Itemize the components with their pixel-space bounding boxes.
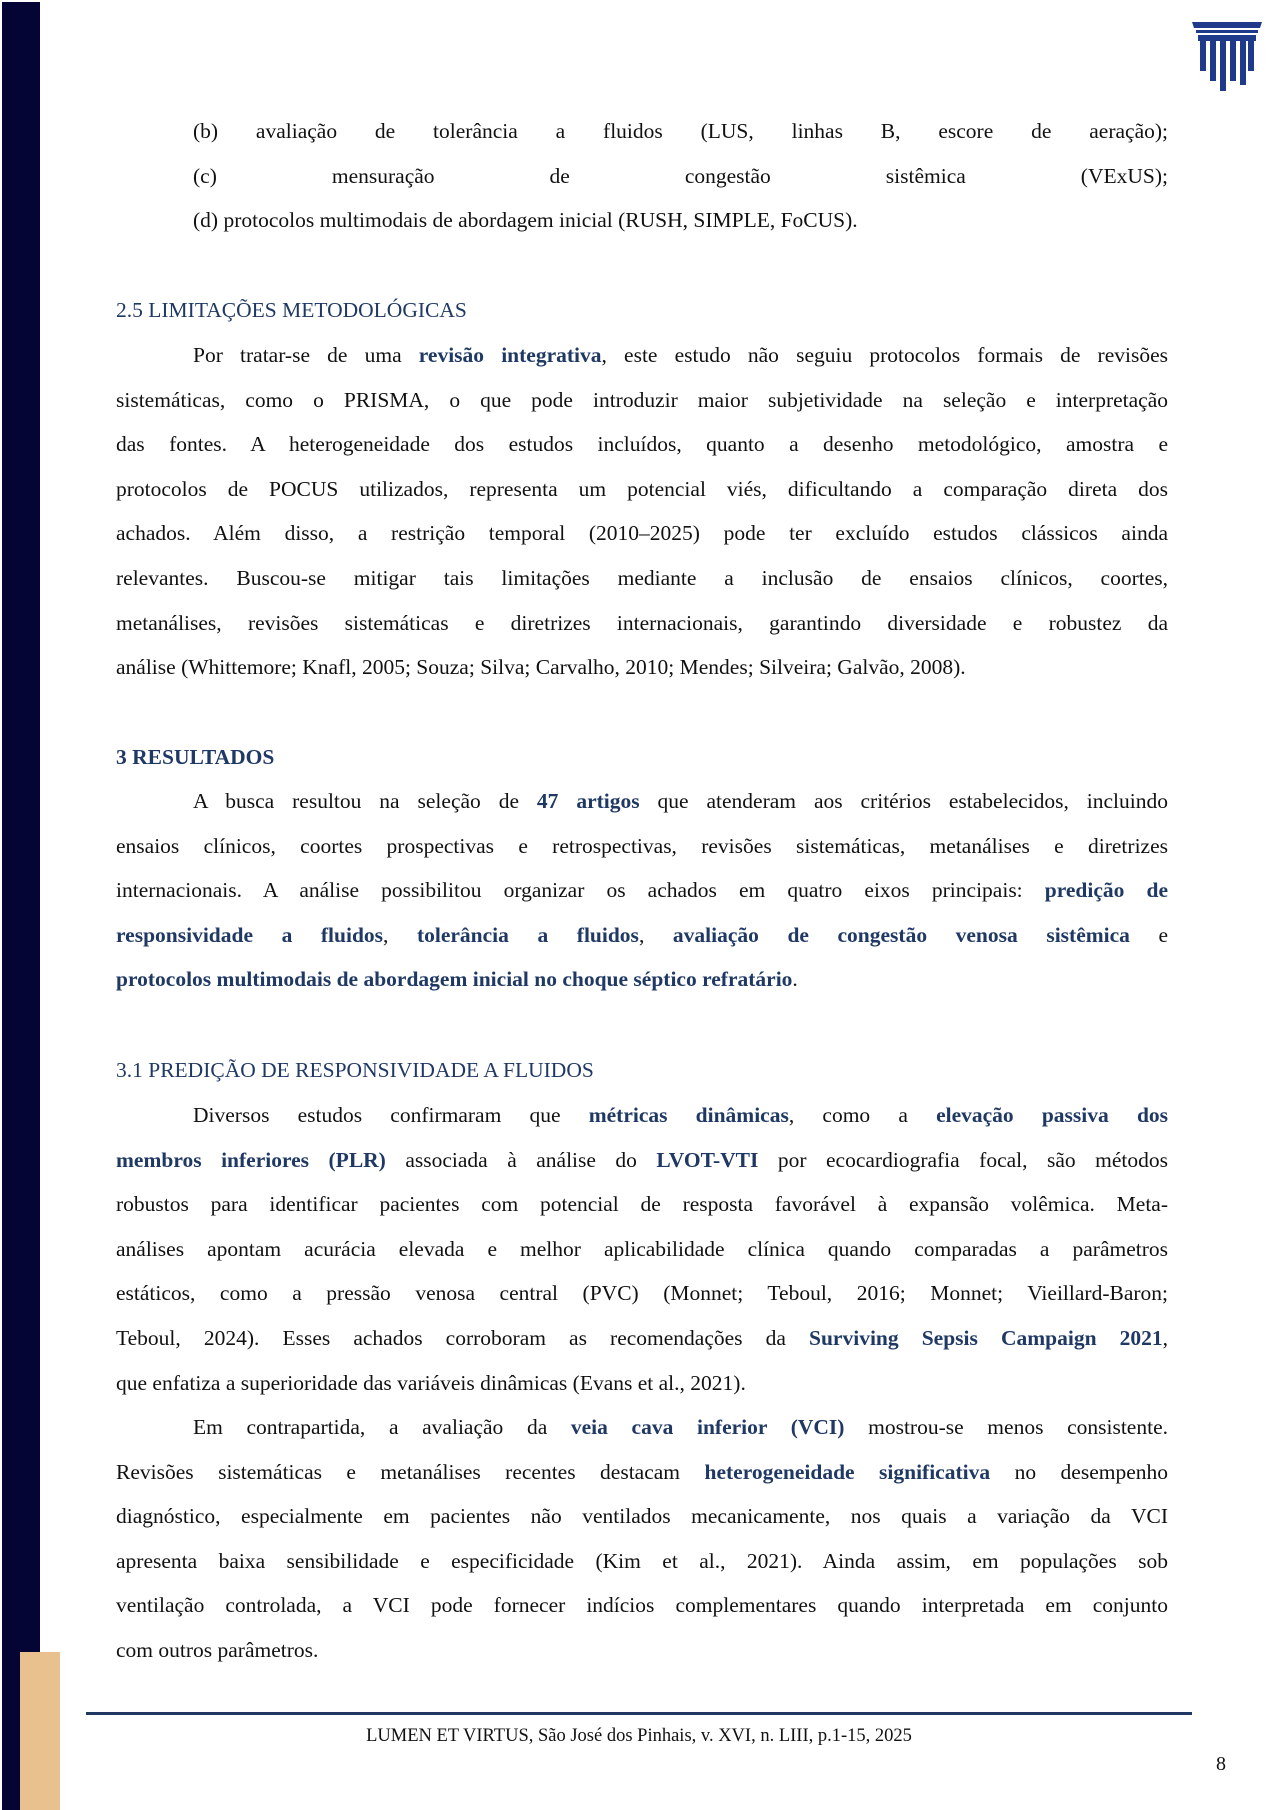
heading-2-5: 2.5 LIMITAÇÕES METODOLÓGICAS [116,298,467,322]
text-segment: protocolos de POCUS utilizados, representa um potencial viés, dificultando a comparação direta dos [116,476,1168,501]
text-line [116,832,1168,860]
text-line [193,1413,1168,1441]
highlighted-term: membros inferiores (PLR) [116,1147,386,1172]
text-line [116,1279,1168,1307]
highlighted-term: predição de [1044,878,1168,903]
text-segment: no desempenho [990,1459,1168,1484]
text-segment: ensaios clínicos, coortes prospectivas e retrospectivas, revisões sistemáticas, metanálises e diretrizes [116,833,1168,858]
highlighted-term: métricas dinâmicas [588,1103,789,1127]
text-line [116,386,1168,414]
text-line [116,653,1168,681]
text-segment: A busca resultou na seleção de [193,789,537,813]
text-line [116,921,1168,949]
highlighted-term: heterogeneidade significativa [704,1459,991,1484]
left-navy-border [2,2,40,1810]
text-segment: Teboul, 2024). Esses achados corroboram as recomendações da [116,1326,810,1350]
text-segment: metanálises, revisões sistemáticas e diretrizes internacionais, garantindo diversidade e robustez da [116,610,1168,635]
text-line [116,475,1168,503]
text-line [116,564,1168,592]
text-line [116,609,1168,637]
highlighted-term: avaliação de congestão venosa sistêmica [672,922,1130,947]
left-tan-accent [20,1652,60,1810]
page-number: 8 [1216,1753,1226,1775]
text-line [116,1458,1168,1486]
text-segment: , como a [788,1103,937,1127]
text-segment: , [638,922,673,947]
footer-citation: LUMEN ET VIRTUS, São José dos Pinhais, v. XVI, n. LIII, p.1-15, 2025 [366,1726,912,1746]
text-segment: achados. Além disso, a restrição temporal (2010–2025) pode ter excluído estudos clássicos ainda [116,521,1168,546]
text-segment: por ecocardiografia focal, são métodos [758,1147,1169,1172]
highlighted-term: responsividade a fluidos [116,922,384,947]
text-line [116,1591,1168,1619]
heading-3-1: 3.1 PREDIÇÃO DE RESPONSIVIDADE A FLUIDOS [116,1058,594,1082]
text-line [193,341,1168,369]
highlighted-term: Surviving Sepsis Campaign 2021 [809,1326,1163,1350]
text-segment: estáticos, como a pressão venosa central (PVC) (Monnet; Teboul, 2016; Monnet; Vieillard-Baron; [116,1281,1168,1306]
text-segment: Revisões sistemáticas e metanálises recentes destacam [116,1459,705,1484]
text-segment: , [1162,1326,1168,1350]
text-line [193,1101,1168,1129]
text-segment: , [383,922,417,947]
text-segment: Em contrapartida, a avaliação da [193,1415,571,1439]
text-segment: associada à análise do [385,1147,657,1172]
highlighted-term: tolerância a fluidos [416,922,639,947]
text-segment: relevantes. Buscou-se mitigar tais limitações mediante a inclusão de ensaios clínicos, coortes, [116,566,1168,590]
text-line [116,876,1168,904]
text-line [116,965,1168,993]
text-line [116,1636,1168,1664]
highlighted-term: LVOT-VTI [656,1147,759,1172]
text-segment: mostrou-se menos consistente. [844,1415,1168,1439]
text-segment: internacionais. A análise possibilitou organizar os achados em quatro eixos principais: [116,878,1045,903]
text-segment: apresenta baixa sensibilidade e especificidade (Kim et al., 2021). Ainda assim, em populações sob [116,1548,1168,1573]
text-segment: que atenderam aos critérios estabelecidos, incluindo [639,789,1168,813]
text-line [116,519,1168,547]
text-segment: das fontes. A heterogeneidade dos estudos incluídos, quanto a desenho metodológico, amostra e [116,432,1168,457]
text-segment: ventilação controlada, a VCI pode fornecer indícios complementares quando interpretada em conjunto [116,1593,1168,1618]
highlighted-term: elevação passiva dos [936,1103,1169,1127]
greek-column-icon [1188,22,1266,92]
text-segment: que enfatiza a superioridade das variáveis dinâmicas (Evans et al., 2021). [116,1370,746,1395]
highlighted-term: 47 artigos [536,789,640,813]
text-line [116,1369,1168,1397]
list-item: (b) avaliação de tolerância a fluidos (LUS, linhas B, escore de aeração); [193,119,1168,143]
highlighted-term: protocolos multimodais de abordagem inicial no choque séptico refratário [116,967,793,992]
list-item: (d) protocolos multimodais de abordagem inicial (RUSH, SIMPLE, FoCUS). [193,208,858,233]
text-line [116,1547,1168,1575]
text-segment: com outros parâmetros. [116,1638,319,1662]
text-line [116,430,1168,458]
heading-3: 3 RESULTADOS [116,745,275,769]
text-line [116,1146,1168,1174]
text-segment: Por tratar-se de uma [193,343,419,367]
highlighted-term: veia cava inferior (VCI) [570,1415,845,1439]
text-segment: . [792,967,798,992]
text-segment: Diversos estudos confirmaram que [193,1103,589,1127]
text-line [116,1324,1168,1352]
list-item: (c) mensuração de congestão sistêmica (VExUS); [193,163,1168,188]
text-line [193,787,1168,815]
text-segment: e [1129,922,1169,947]
text-line [116,1235,1168,1263]
text-segment: robustos para identificar pacientes com potencial de resposta favorável à expansão volêmica. Meta- [116,1192,1168,1217]
text-line [116,1190,1168,1218]
text-segment: análises apontam acurácia elevada e melhor aplicabilidade clínica quando comparadas a parâmetros [116,1236,1168,1261]
footer-divider [86,1712,1192,1715]
text-segment: análise (Whittemore; Knafl, 2005; Souza; Silva; Carvalho, 2010; Mendes; Silveira; Galvão, 2008). [116,655,966,680]
highlighted-term: revisão integrativa [418,343,602,367]
text-segment: sistemáticas, como o PRISMA, o que pode introduzir maior subjetividade na seleção e interpretação [116,387,1168,412]
text-segment: , este estudo não seguiu protocolos formais de revisões [601,343,1168,367]
text-line [116,1502,1168,1530]
text-segment: diagnóstico, especialmente em pacientes não ventilados mecanicamente, nos quais a variação da VCI [116,1504,1168,1529]
